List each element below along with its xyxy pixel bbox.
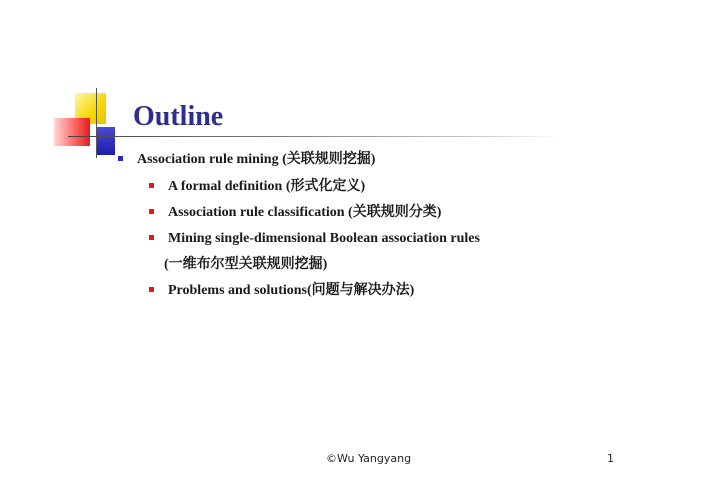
page-number: 1 [607, 452, 614, 465]
square-bullet-icon [149, 235, 154, 240]
slide-title: Outline [133, 101, 224, 132]
outline-item-rule-classification: Association rule classification (关联规则分类) [168, 205, 442, 220]
square-bullet-icon [149, 209, 154, 214]
outline-item-single-dimensional-cn: (一维布尔型关联规则挖掘) [164, 257, 328, 272]
title-underline [68, 136, 562, 137]
square-bullet-icon [149, 183, 154, 188]
square-bullet-icon [118, 156, 123, 161]
footer-author: ©Wu Yangyang [326, 452, 412, 465]
logo-squares-icon [0, 0, 702, 200]
logo-vertical-line [96, 88, 97, 158]
outline-item-single-dimensional: Mining single-dimensional Boolean association rules [168, 231, 480, 246]
outline-item-association-rule-mining: Association rule mining (关联规则挖掘) [137, 152, 376, 167]
outline-item-problems-solutions: Problems and solutions(问题与解决办法) [168, 283, 415, 298]
square-bullet-icon [149, 287, 154, 292]
outline-item-formal-definition: A formal definition (形式化定义) [168, 179, 366, 194]
logo-blue-square [96, 127, 115, 155]
logo-red-square [54, 118, 90, 146]
